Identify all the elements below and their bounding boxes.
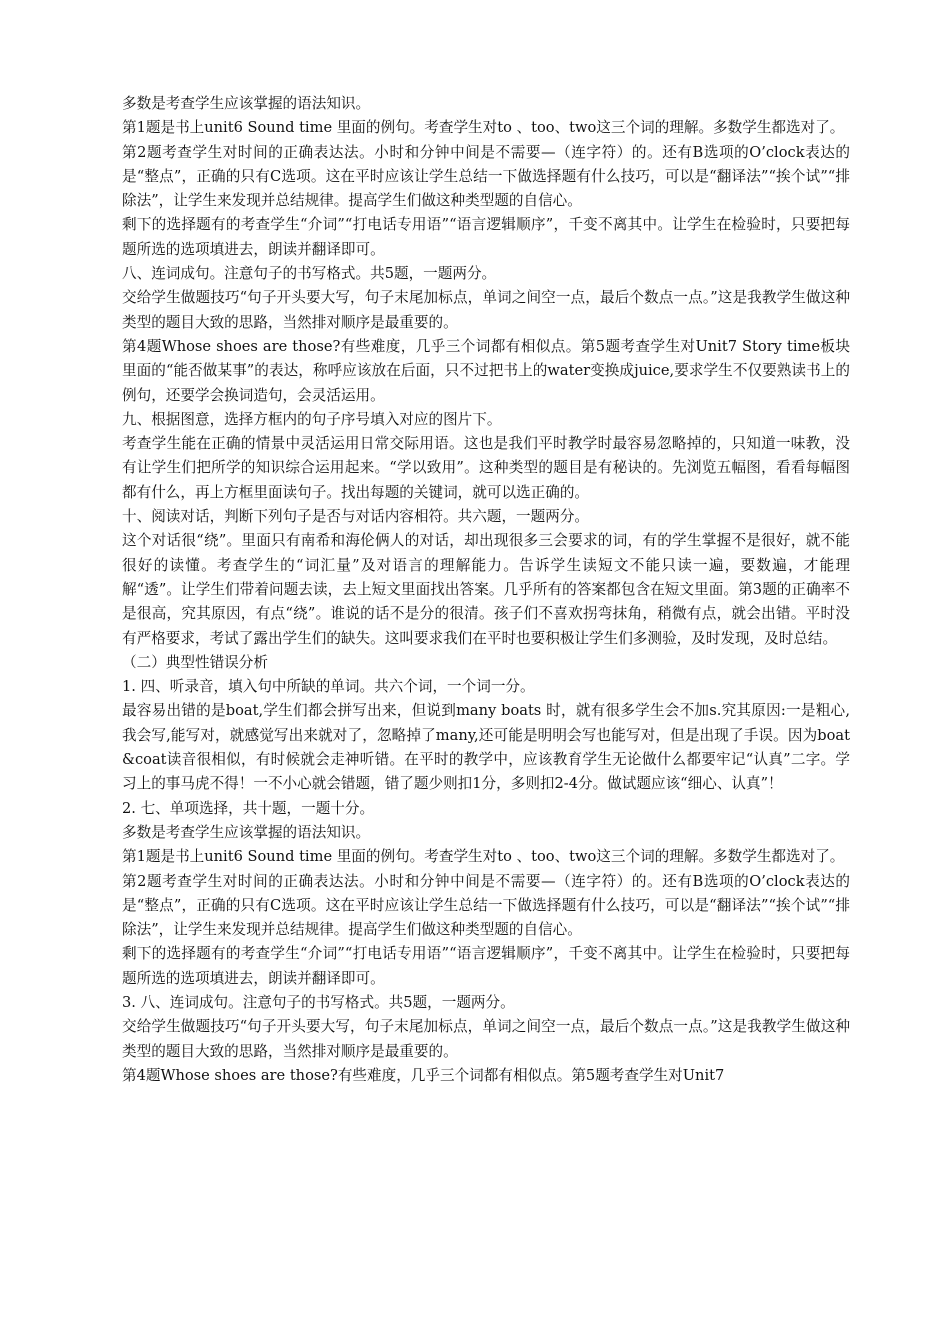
list-item: 2. 七、单项选择，共十题，一题十分。 bbox=[122, 799, 375, 817]
section-heading: 九、根据图意，选择方框内的句子序号填入对应的图片下。 bbox=[122, 410, 502, 428]
paragraph: 多数是考查学生应该掌握的语法知识。 bbox=[122, 95, 371, 112]
paragraph: 交给学生做题技巧“句子开头要大写，句子末尾加标点，单词之间空一点，最后个数点一点。”这是我教学生做这种类型的题目大致的思路，当然排对顺序是最重要的。 bbox=[122, 289, 850, 331]
document-body bbox=[122, 92, 850, 1088]
list-item: 3. 八、连词成句。注意句子的书写格式。共5题，一题两分。 bbox=[122, 993, 515, 1011]
paragraph: 剩下的选择题有的考查学生“介词”“打电话专用语”“语言逻辑顺序”，千变不离其中。让学生在检验时，只要把每题所选的选项填进去，朗读并翻译即可。 bbox=[122, 216, 850, 258]
paragraph: 第2题考查学生对时间的正确表达法。小时和分钟中间是不需要—（连字符）的。还有B选项的O’clock表达的是“整点”，正确的只有C选项。这在平时应该让学生总结一下做选择题有什么技巧，可以是“翻译法”“挨个试”“排除法”，让学生来发现并总结规律。提高学生们做这种类型题的自信心。 bbox=[122, 143, 850, 210]
paragraph: 剩下的选择题有的考查学生“介词”“打电话专用语”“语言逻辑顺序”，千变不离其中。让学生在检验时，只要把每题所选的选项填进去，朗读并翻译即可。 bbox=[122, 945, 850, 987]
section-heading: 八、连词成句。注意句子的书写格式。共5题，一题两分。 bbox=[122, 265, 497, 283]
paragraph: 多数是考查学生应该掌握的语法知识。 bbox=[122, 823, 371, 841]
section-heading: （二）典型性错误分析 bbox=[122, 653, 268, 671]
paragraph: 这个对话很“绕”。里面只有南希和海伦俩人的对话，却出现很多三会要求的词，有的学生掌握不是很好，就不能很好的读懂。考查学生的“词汇量”及对语言的理解能力。告诉学生读短文不能只读一遍，要数遍，才能理解“透”。让学生们带着问题去读，去上短文里面找出答案。几乎所有的答案都包含在短文里面。第3题的正确率不是很高，究其原因，有点“绕”。谁说的话不是分的很清。孩子们不喜欢拐弯抹角，稍微有点，就会出错。平时没有严格要求，考试了露出学生们的缺失。这叫要求我们在平时也要积极让学生们多测验，及时发现，及时总结。 bbox=[122, 532, 850, 647]
paragraph: 第4题Whose shoes are those?有些难度，几乎三个词都有相似点。第5题考查学生对Unit7 Story time板块里面的“能否做某事”的表达，称呼应该放在后面，只不过把书上的water变换成juice,要求学生不仅要熟读书上的例句，还要学会换词造句，会灵活运用。 bbox=[122, 337, 850, 404]
paragraph: 第1题是书上unit6 Sound time 里面的例句。考查学生对to 、too、two这三个词的理解。多数学生都选对了。 bbox=[122, 119, 845, 137]
section-heading: 十、阅读对话，判断下列句子是否与对话内容相符。共六题，一题两分。 bbox=[122, 508, 590, 526]
paragraph: 第4题Whose shoes are those?有些难度，几乎三个词都有相似点。第5题考查学生对Unit7 bbox=[122, 1066, 725, 1084]
paragraph: 第2题考查学生对时间的正确表达法。小时和分钟中间是不需要—（连字符）的。还有B选项的O’clock表达的是“整点”，正确的只有C选项。这在平时应该让学生总结一下做选择题有什么技巧，可以是“翻译法”“挨个试”“排除法”，让学生来发现并总结规律。提高学生们做这种类型题的自信心。 bbox=[122, 872, 850, 939]
paragraph: 考查学生能在正确的情景中灵活运用日常交际用语。这也是我们平时教学时最容易忽略掉的，只知道一味教，没有让学生们把所学的知识综合运用起来。“学以致用”。这种类型的题目是有秘诀的。先浏览五幅图，看看每幅图都有什么，再上方框里面读句子。找出每题的关键词，就可以选正确的。 bbox=[122, 435, 850, 501]
paragraph: 交给学生做题技巧“句子开头要大写，句子末尾加标点，单词之间空一点，最后个数点一点。”这是我教学生做这种类型的题目大致的思路，当然排对顺序是最重要的。 bbox=[122, 1018, 850, 1060]
list-item: 1. 四、听录音，填入句中所缺的单词。共六个词，一个词一分。 bbox=[122, 678, 535, 696]
paragraph: 第1题是书上unit6 Sound time 里面的例句。考查学生对to 、too、two这三个词的理解。多数学生都选对了。 bbox=[122, 848, 845, 866]
paragraph: 最容易出错的是boat,学生们都会拼写出来，但说到many boats 时，就有很多学生会不加s.究其原因:一是粗心,我会写,能写对，就感觉写出来就对了，忽略掉了many,还可能是明明会写也能写对，但是出现了手误。因为boat &coat读音很相似，有时候就会走神听错。在平时的教学中，应该教育学生无论做什么都要牢记“认真”二字。学习上的事马虎不得！一不小心就会错题，错了题少则扣1分，多则扣2-4分。做试题应该“细心、认真”！ bbox=[122, 702, 850, 793]
